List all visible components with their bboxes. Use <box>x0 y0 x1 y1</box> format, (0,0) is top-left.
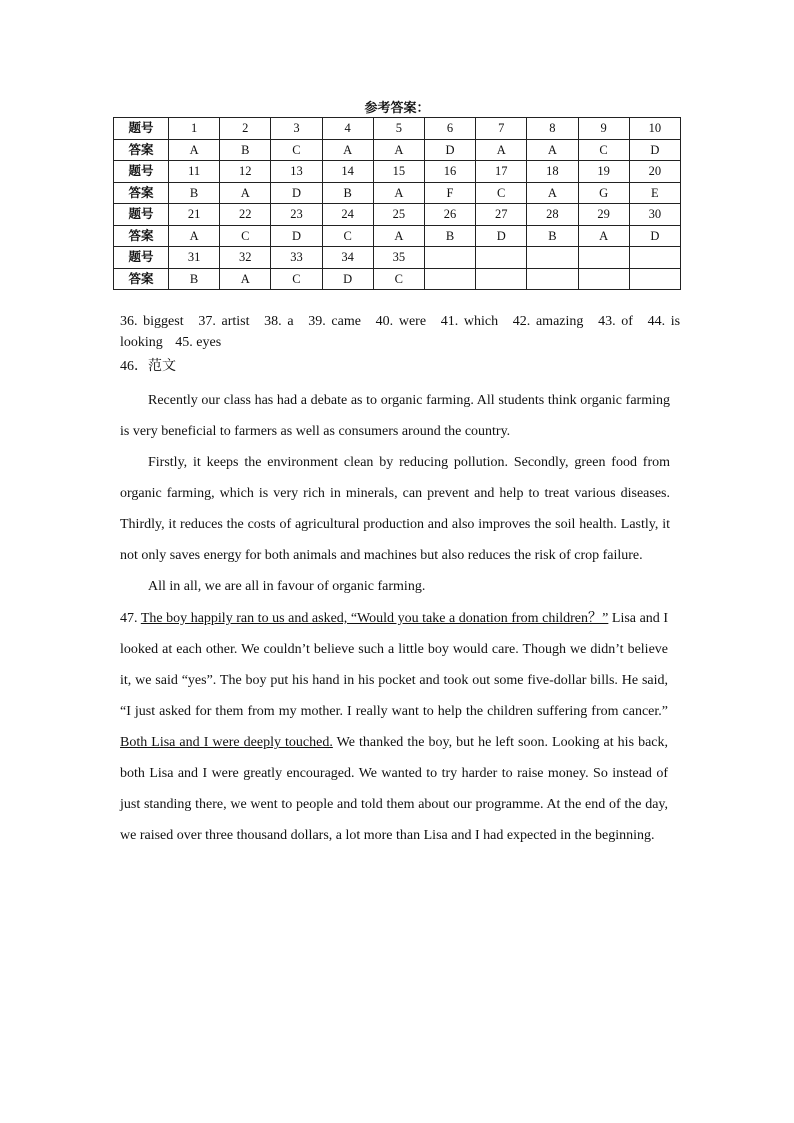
table-row <box>114 118 681 140</box>
table-cell: A <box>169 139 220 161</box>
table-cell: 23 <box>271 204 322 226</box>
table-cell: B <box>169 182 220 204</box>
table-cell: F <box>424 182 475 204</box>
q46-essay <box>120 385 670 602</box>
blank-answer: 44. is looking <box>120 314 681 350</box>
table-cell: A <box>578 225 629 247</box>
table-cell: A <box>476 139 527 161</box>
blank-answer: 40. were <box>375 314 427 329</box>
table-cell: E <box>629 182 680 204</box>
table-cell <box>629 247 680 269</box>
row-header-cell: 题号 <box>114 204 169 226</box>
table-cell: B <box>169 268 220 290</box>
table-cell <box>527 247 578 269</box>
table-cell: D <box>271 182 322 204</box>
table-cell <box>476 268 527 290</box>
essay-paragraph: Recently our class has had a debate as to organic farming. All students think organic farming is very beneficial to farmers as well as consumers around the country. <box>120 393 670 439</box>
table-cell: 7 <box>476 118 527 140</box>
table-cell: 19 <box>578 161 629 183</box>
essay-paragraph: Firstly, it keeps the environment clean by reducing pollution. Secondly, green food from organic farming, which is very rich in minerals, can prevent and help to treat various diseases. Thirdly, it reduces the costs of agricultural production and also improves the soil health. Lastly, it not only saves energy for both animals and machines but also reduces the risk of crop failure. <box>120 455 670 563</box>
table-cell: 32 <box>220 247 271 269</box>
row-header-cell: 题号 <box>114 161 169 183</box>
table-cell: D <box>271 225 322 247</box>
table-cell: 9 <box>578 118 629 140</box>
table-cell: 13 <box>271 161 322 183</box>
table-cell: A <box>373 182 424 204</box>
row-header-cell: 答案 <box>114 225 169 247</box>
table-cell: B <box>527 225 578 247</box>
table-cell: A <box>220 268 271 290</box>
table-cell <box>424 268 475 290</box>
table-cell: A <box>373 139 424 161</box>
table-row <box>114 161 681 183</box>
table-cell <box>578 247 629 269</box>
table-cell: 33 <box>271 247 322 269</box>
table-cell: C <box>373 268 424 290</box>
table-cell: B <box>322 182 373 204</box>
answer-key-title: 参考答案： <box>364 101 430 116</box>
table-row <box>114 204 681 226</box>
table-cell: A <box>527 182 578 204</box>
table-cell: D <box>424 139 475 161</box>
q47-underlined-sentence-1: The boy happily ran to us and asked, “Would you take a donation from children？” <box>140 611 609 626</box>
blank-answer: 37. artist <box>198 314 250 329</box>
q47-underlined-sentence-2: Both Lisa and I were deeply touched. <box>120 735 333 750</box>
table-cell: 6 <box>424 118 475 140</box>
row-header-cell: 答案 <box>114 139 169 161</box>
row-header-cell: 答案 <box>114 182 169 204</box>
table-cell: 34 <box>322 247 373 269</box>
q47-text-1: Lisa and I looked at each other. We couldn’t believe such a little boy would care. Though we didn’t believe it, we said “yes”. The boy put his hand in his pocket and took out some five-dollar bills. He said, “I just asked for them from my mother. I really want to help the children suffering from cancer.” <box>120 611 668 719</box>
table-cell: 5 <box>373 118 424 140</box>
blank-answer: 38. a <box>264 314 294 329</box>
blank-answer: 45. eyes <box>175 335 222 350</box>
table-cell: 10 <box>629 118 680 140</box>
table-cell: 31 <box>169 247 220 269</box>
table-cell: 28 <box>527 204 578 226</box>
table-cell <box>578 268 629 290</box>
table-cell: 26 <box>424 204 475 226</box>
table-cell: 20 <box>629 161 680 183</box>
table-cell: G <box>578 182 629 204</box>
table-cell: C <box>476 182 527 204</box>
table-cell <box>424 247 475 269</box>
table-cell: 8 <box>527 118 578 140</box>
row-header-cell: 答案 <box>114 268 169 290</box>
table-cell: C <box>578 139 629 161</box>
table-row <box>114 139 681 161</box>
table-cell: 14 <box>322 161 373 183</box>
q47-number: 47. <box>120 611 141 626</box>
table-cell: A <box>220 182 271 204</box>
blank-answer: 42. amazing <box>512 314 584 329</box>
blank-answer: 39. came <box>308 314 361 329</box>
table-cell: 11 <box>169 161 220 183</box>
table-cell: 15 <box>373 161 424 183</box>
table-cell: 21 <box>169 204 220 226</box>
table-cell: D <box>476 225 527 247</box>
table-row <box>114 182 681 204</box>
fill-in-answers <box>120 311 680 353</box>
table-cell: 24 <box>322 204 373 226</box>
table-cell: B <box>220 139 271 161</box>
blank-answer: 43. of <box>598 314 633 329</box>
q47-paragraph <box>120 603 668 851</box>
row-header-cell: 题号 <box>114 118 169 140</box>
table-cell <box>527 268 578 290</box>
answer-table <box>113 117 681 290</box>
table-cell: D <box>629 225 680 247</box>
table-cell: 1 <box>169 118 220 140</box>
table-cell: C <box>220 225 271 247</box>
essay-paragraph: All in all, we are all in favour of organic farming. <box>148 579 426 594</box>
table-cell: 22 <box>220 204 271 226</box>
q46-label: 46．范文 <box>120 359 176 374</box>
table-cell: 2 <box>220 118 271 140</box>
q47-passage <box>120 603 668 851</box>
table-cell: 3 <box>271 118 322 140</box>
row-header-cell: 题号 <box>114 247 169 269</box>
table-cell: C <box>271 268 322 290</box>
table-row <box>114 268 681 290</box>
table-cell: A <box>169 225 220 247</box>
table-cell: 29 <box>578 204 629 226</box>
table-cell: D <box>629 139 680 161</box>
table-cell: 25 <box>373 204 424 226</box>
table-cell: 4 <box>322 118 373 140</box>
blank-answer: 41. which <box>440 314 499 329</box>
table-cell: C <box>271 139 322 161</box>
table-cell <box>629 268 680 290</box>
table-cell: B <box>424 225 475 247</box>
table-cell: 18 <box>527 161 578 183</box>
table-cell: 30 <box>629 204 680 226</box>
q47-text-2: We thanked the boy, but he left soon. Looking at his back, both Lisa and I were greatly encouraged. We wanted to try harder to raise money. So instead of just standing there, we went to people and told them about our programme. At the end of the day, we raised over three thousand dollars, a lot more than Lisa and I had expected in the beginning. <box>120 735 668 843</box>
table-cell <box>476 247 527 269</box>
table-cell: 12 <box>220 161 271 183</box>
blank-answer: 36. biggest <box>120 314 184 329</box>
table-cell: 27 <box>476 204 527 226</box>
table-cell: 16 <box>424 161 475 183</box>
table-cell: 35 <box>373 247 424 269</box>
table-row <box>114 247 681 269</box>
table-cell: C <box>322 225 373 247</box>
table-cell: 17 <box>476 161 527 183</box>
table-cell: A <box>527 139 578 161</box>
table-row <box>114 225 681 247</box>
table-cell: D <box>322 268 373 290</box>
table-cell: A <box>373 225 424 247</box>
table-cell: A <box>322 139 373 161</box>
